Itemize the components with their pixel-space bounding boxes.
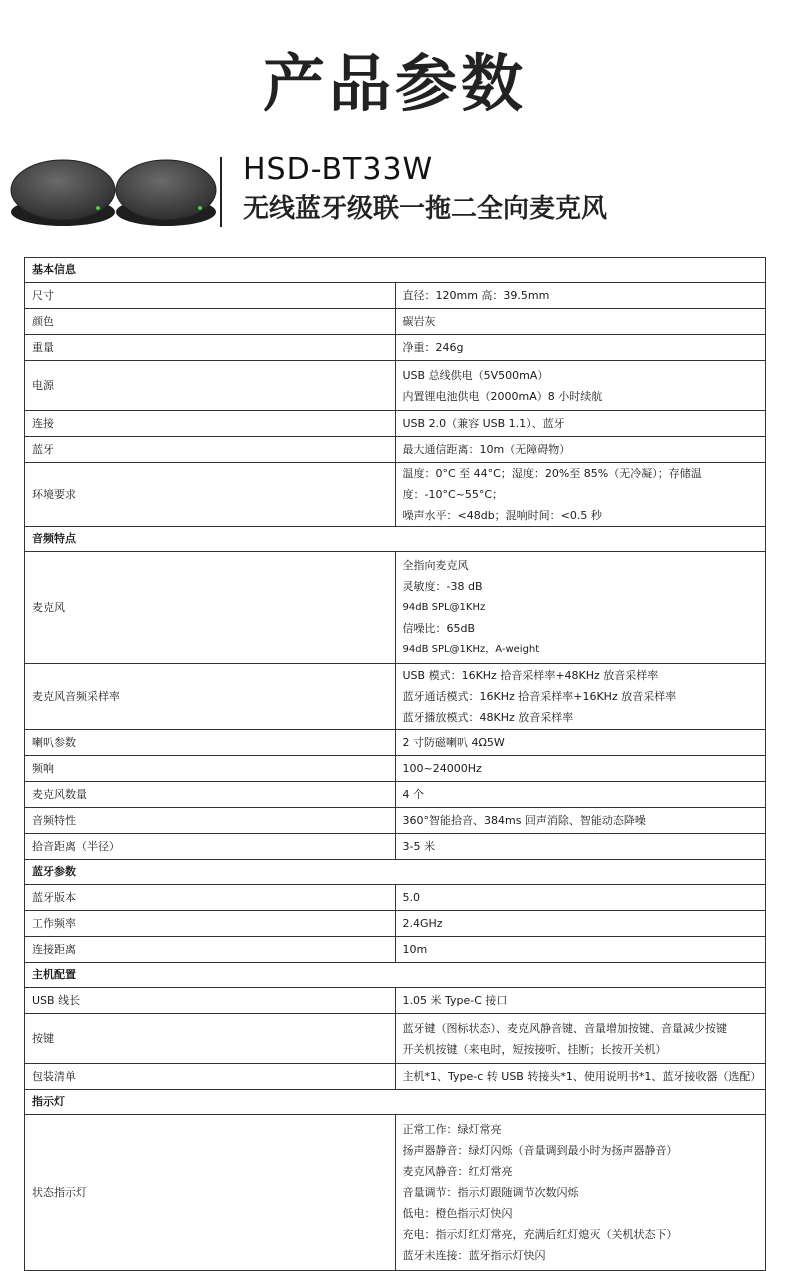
row-value-line: 内置锂电池供电（2000mA）8 小时续航 <box>402 389 603 403</box>
row-value-line: 正常工作：绿灯常亮 <box>402 1123 502 1136</box>
table-row <box>25 1014 766 1064</box>
row-label: 喇叭参数 <box>25 730 396 756</box>
table-row <box>25 834 766 860</box>
table-row <box>25 463 766 527</box>
row-label: 按键 <box>25 1014 396 1064</box>
table-row <box>25 937 766 963</box>
row-value: 3-5 米 <box>395 834 766 860</box>
row-value <box>395 463 766 527</box>
section-row <box>25 963 766 988</box>
row-label: 状态指示灯 <box>25 1115 396 1271</box>
row-value-line: 灵敏度：-38 dB <box>402 580 483 593</box>
row-label: 尺寸 <box>25 283 396 309</box>
row-value: 碳岩灰 <box>395 309 766 335</box>
row-label: 颜色 <box>25 309 396 335</box>
row-label: 蓝牙版本 <box>25 885 396 911</box>
row-value-line: 蓝牙未连接：蓝牙指示灯快闪 <box>402 1249 546 1262</box>
row-value-line: 低电：橙色指示灯快闪 <box>402 1207 513 1220</box>
row-value: 100~24000Hz <box>395 756 766 782</box>
table-row <box>25 664 766 730</box>
table-row <box>25 1064 766 1090</box>
row-label: 蓝牙 <box>25 437 396 463</box>
row-value: 净重：246g <box>395 335 766 361</box>
row-value-line: 蓝牙通话模式：16KHz 拾音采样率+16KHz 放音采样率 <box>402 690 677 703</box>
table-row <box>25 283 766 309</box>
row-value-line: 94dB SPL@1KHz，A-weight <box>402 644 540 655</box>
table-row <box>25 988 766 1014</box>
row-value-line: 全指向麦克风 <box>402 559 469 572</box>
table-row <box>25 335 766 361</box>
row-value: 主机*1、Type-c 转 USB 转接头*1、使用说明书*1、蓝牙接收器（选配） <box>395 1064 766 1090</box>
row-label: USB 线长 <box>25 988 396 1014</box>
section-header-basic: 基本信息 <box>25 258 766 283</box>
row-label: 连接 <box>25 411 396 437</box>
row-value: 直径：120mm 高：39.5mm <box>395 283 766 309</box>
table-row <box>25 411 766 437</box>
row-value-line: USB 总线供电（5V500mA） <box>402 368 549 382</box>
row-label: 环境要求 <box>25 463 396 527</box>
speakerphone-left <box>11 160 115 226</box>
row-value-line: 扬声器静音：绿灯闪烁（音量调到最小时为扬声器静音） <box>402 1144 678 1157</box>
row-value <box>395 1014 766 1064</box>
section-row <box>25 1090 766 1115</box>
row-value: 2.4GHz <box>395 911 766 937</box>
table-row <box>25 911 766 937</box>
row-label: 连接距离 <box>25 937 396 963</box>
row-value <box>395 1115 766 1271</box>
section-row <box>25 527 766 552</box>
row-value-line: 信噪比：65dB <box>402 622 476 635</box>
table-row <box>25 885 766 911</box>
section-header-audio: 音频特点 <box>25 527 766 552</box>
row-value: 5.0 <box>395 885 766 911</box>
row-label: 电源 <box>25 361 396 411</box>
spec-table <box>24 257 766 1271</box>
row-label: 工作频率 <box>25 911 396 937</box>
row-label: 重量 <box>25 335 396 361</box>
title-divider <box>220 157 222 227</box>
table-row <box>25 782 766 808</box>
row-value-line: USB 模式：16KHz 拾音采样率+48KHz 放音采样率 <box>402 669 659 682</box>
table-row <box>25 437 766 463</box>
page-title: 产品参数 <box>262 47 527 120</box>
table-row <box>25 1115 766 1271</box>
table-row <box>25 808 766 834</box>
row-label: 包装清单 <box>25 1064 396 1090</box>
row-label: 拾音距离（半径） <box>25 834 396 860</box>
table-row <box>25 756 766 782</box>
row-value-line: 麦克风静音：红灯常亮 <box>402 1165 513 1178</box>
row-value <box>395 664 766 730</box>
row-value: 2 寸防磁喇叭 4Ω5W <box>395 730 766 756</box>
section-header-host: 主机配置 <box>25 963 766 988</box>
row-value: 1.05 米 Type-C 接口 <box>395 988 766 1014</box>
led-indicator-icon <box>198 206 202 210</box>
row-value <box>395 552 766 664</box>
row-value-line: 蓝牙播放模式：48KHz 放音采样率 <box>402 711 574 724</box>
row-value: 4 个 <box>395 782 766 808</box>
table-row <box>25 552 766 664</box>
row-value: 最大通信距离：10m（无障碍物） <box>395 437 766 463</box>
speakerphone-right <box>116 160 216 226</box>
row-label: 麦克风 <box>25 552 396 664</box>
row-label: 频响 <box>25 756 396 782</box>
section-row <box>25 860 766 885</box>
row-value-line: 蓝牙键（图标状态）、麦克风静音键、音量增加按键、音量减少按键 <box>402 1021 727 1035</box>
row-value-line: 噪声水平：<48db；混响时间：<0.5 秒 <box>402 509 602 522</box>
row-label: 音频特性 <box>25 808 396 834</box>
product-subtitle: 无线蓝牙级联一拖二全向麦克风 <box>243 194 608 224</box>
row-value: USB 2.0（兼容 USB 1.1）、蓝牙 <box>395 411 766 437</box>
row-value-line: 音量调节：指示灯跟随调节次数闪烁 <box>402 1186 579 1199</box>
speakerphone-image <box>8 150 218 235</box>
row-value-line: 开关机按键（来电时，短按接听、挂断；长按开关机） <box>402 1042 667 1056</box>
table-row <box>25 730 766 756</box>
row-value-line: 温度：0°C 至 44°C；湿度：20%至 85%（无冷凝）；存储温度：-10°C~55°C； <box>402 467 702 501</box>
row-label: 麦克风音频采样率 <box>25 664 396 730</box>
product-model: HSD-BT33W <box>243 152 434 187</box>
row-value-line: 94dB SPL@1KHz <box>402 602 486 613</box>
table-row <box>25 309 766 335</box>
row-value: 10m <box>395 937 766 963</box>
section-header-indicator: 指示灯 <box>25 1090 766 1115</box>
row-value <box>395 361 766 411</box>
table-row <box>25 361 766 411</box>
row-value-line: 充电：指示灯红灯常亮，充满后红灯熄灭（关机状态下） <box>402 1228 678 1241</box>
section-row <box>25 258 766 283</box>
row-value: 360°智能拾音、384ms 回声消除、智能动态降噪 <box>395 808 766 834</box>
section-header-bluetooth: 蓝牙参数 <box>25 860 766 885</box>
led-indicator-icon <box>96 206 100 210</box>
row-label: 麦克风数量 <box>25 782 396 808</box>
